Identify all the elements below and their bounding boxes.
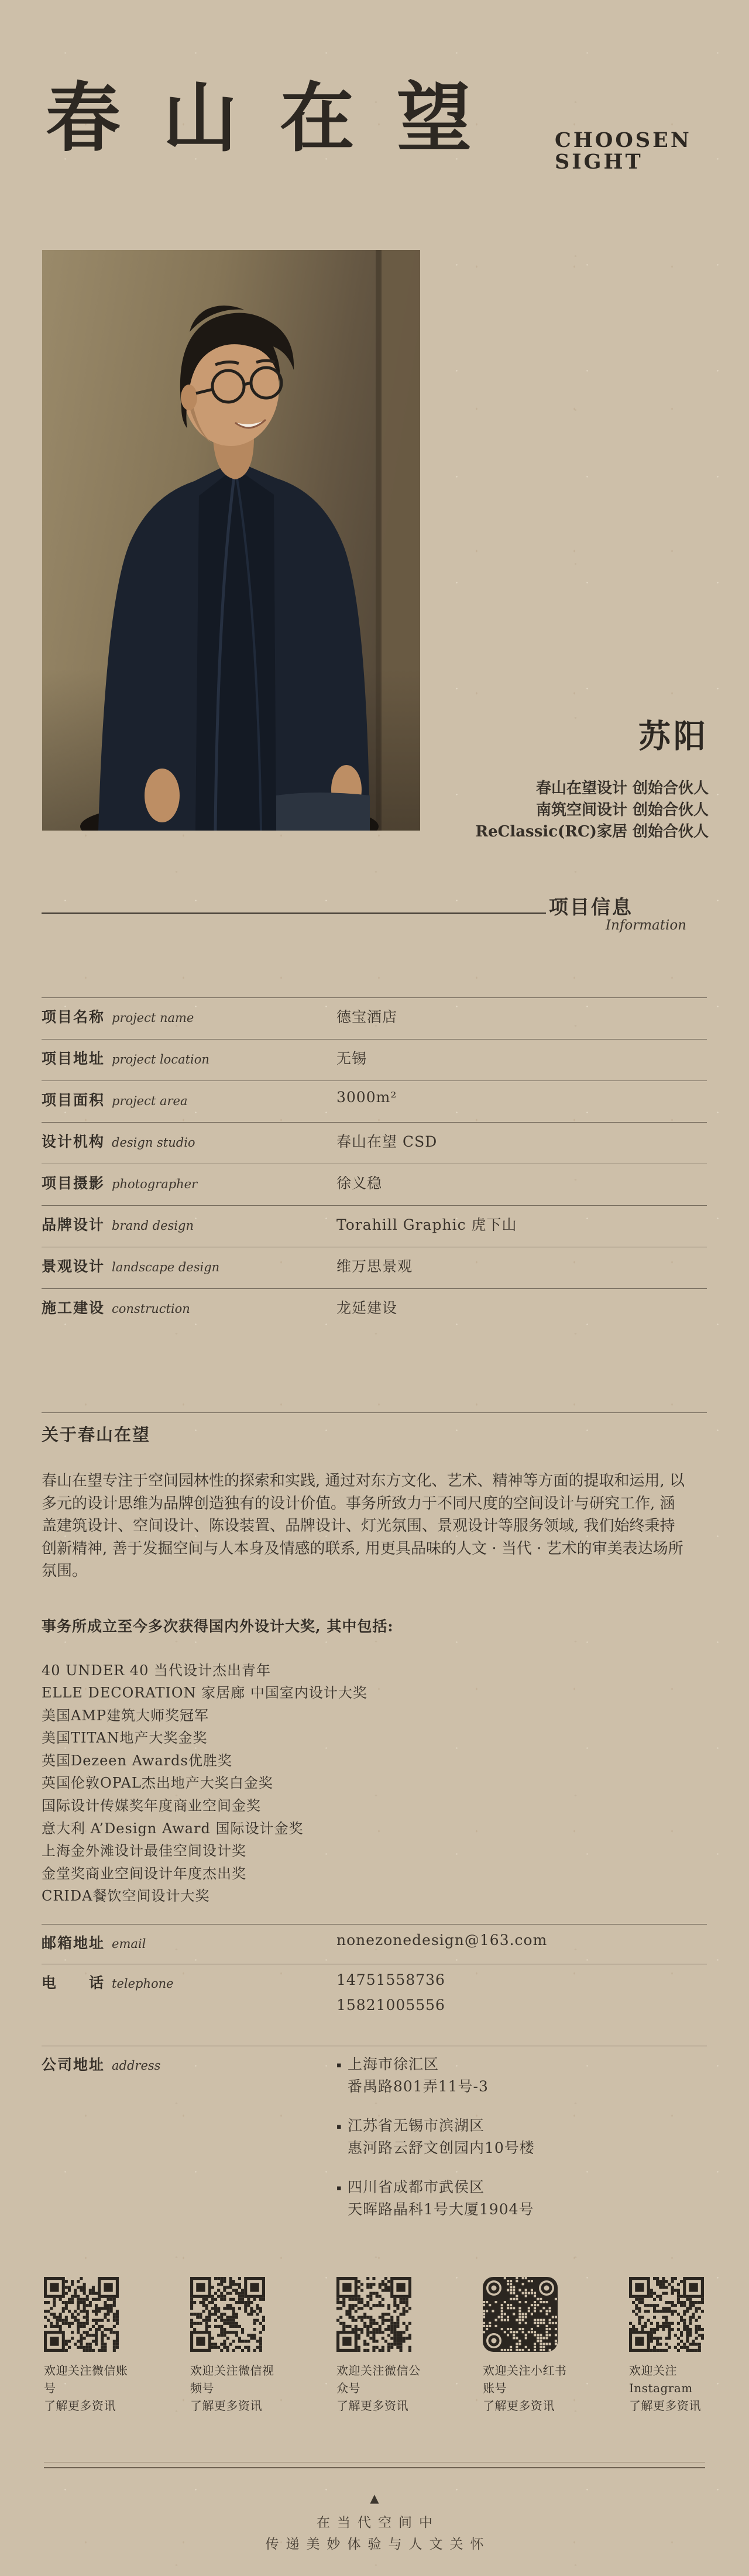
row-value: 维万思景观 [336,1258,413,1275]
square-bullet-icon: ▪ [336,2184,342,2193]
about-heading: 关于春山在望 [42,1425,151,1445]
project-info-subtitle: Information [605,918,686,933]
row-label [42,1296,336,1318]
row-label-en: project name [112,1011,194,1025]
wechat-account-qr-code [44,2277,119,2352]
footer-rule-thick [44,2467,705,2468]
square-bullet-icon: ▪ [336,2061,342,2070]
award-item: 英国伦敦OPAL杰出地产大奖白金奖 [42,1775,273,1792]
project-info-title: 项目信息 [549,896,633,918]
row-label [42,1172,336,1193]
qr-caption [336,2362,424,2414]
address-line1-wrap [336,2053,535,2076]
row-label-zh: 邮箱地址 [42,1934,105,1951]
contact-row-address [42,2046,707,2238]
telephone-number: 14751558736 [336,1971,445,1988]
footer-slogan-line1: 在当代空间中 [317,2515,439,2530]
row-label-en: address [112,2059,161,2073]
row-label [42,1971,336,1992]
instagram-qr-code [629,2277,704,2352]
qr-caption [483,2362,571,2414]
row-value: 龙延建设 [336,1299,398,1316]
qr-code-row [44,2277,717,2414]
row-label-en: telephone [112,1977,174,1991]
qr-caption [44,2362,132,2414]
designer-title: 南筑空间设计 创始合伙人 [535,801,709,819]
table-row [42,1288,707,1341]
row-label-en: design studio [112,1136,195,1150]
row-value: 徐义稳 [336,1175,383,1192]
award-item: CRIDA餐饮空间设计大奖 [42,1888,210,1905]
row-label [42,1047,336,1068]
portrait-illustration [42,250,420,831]
qr-caption-line1: 欢迎关注微信视频号 [190,2364,274,2395]
telephone-number: 15821005556 [336,1997,445,2014]
row-label [42,1932,336,1953]
row-label-zh: 项目名称 [42,1009,105,1025]
address-list [336,2053,535,2221]
footer-slogan-line2: 传递美妙体验与人文关怀 [265,2537,491,2552]
row-label [42,1213,336,1234]
award-item: 英国Dezeen Awards优胜奖 [42,1752,232,1769]
qr-caption-line2: 了解更多资讯 [44,2399,116,2413]
address-line2: 天晖路晶科1号大厦1904号 [348,2201,534,2218]
row-value: 无锡 [336,1050,367,1067]
table-row [42,1247,707,1288]
up-triangle-icon: ▲ [370,2491,379,2505]
logo-english [555,129,692,173]
portrait-photo [42,250,420,831]
designer-titles [475,778,709,843]
row-label [42,1255,336,1276]
qr-caption-line1: 欢迎关注Instagram [629,2364,693,2395]
row-value: 春山在望 CSD [336,1133,438,1150]
wechat-video-qr-code [190,2277,265,2352]
table-row [42,1039,707,1081]
awards-list [42,1659,707,1908]
award-item: 美国TITAN地产大奖金奖 [42,1730,208,1747]
address-entry [336,2053,535,2098]
logo-english-line2: SIGHT [555,150,643,174]
wechat-official-qr-code [336,2277,411,2352]
row-label-zh: 电 话 [42,1974,105,1991]
awards-intro: 事务所成立至今多次获得国内外设计大奖, 其中包括: [42,1617,394,1635]
row-label [42,2053,336,2074]
qr-item-xiaohongshu [483,2277,571,2414]
qr-caption-line1: 欢迎关注小红书账号 [483,2364,567,2395]
address-line1: 江苏省无锡市滨湖区 [348,2117,485,2134]
telephone-values [336,1971,445,2022]
contact-section [42,1924,707,2238]
contact-row-telephone [42,1964,707,2046]
row-value: Torahill Graphic 虎下山 [336,1216,517,1233]
award-item: 上海金外滩设计最佳空间设计奖 [42,1843,246,1860]
row-label-zh: 项目面积 [42,1092,105,1109]
award-item: 意大利 A’Design Award 国际设计金奖 [42,1820,304,1837]
logo-chinese: 春山在望 [46,74,514,162]
address-line1-wrap [336,2115,535,2137]
row-label-en: landscape design [112,1260,220,1274]
email-value: nonezonedesign@163.com [336,1932,548,1949]
row-label-zh: 公司地址 [42,2056,105,2073]
table-row [42,1205,707,1247]
row-label-en: project area [112,1094,188,1108]
project-info-table [42,997,707,1341]
address-entry [336,2115,535,2159]
address-line1: 四川省成都市武侯区 [348,2179,485,2196]
qr-caption [190,2362,278,2414]
row-label [42,1130,336,1151]
designer-name: 苏阳 [638,717,709,755]
row-label-zh: 设计机构 [42,1133,105,1150]
designer-title: ReClassic(RC)家居 创始合伙人 [475,823,709,841]
row-label-zh: 景观设计 [42,1258,105,1275]
address-line2: 惠河路云舒文创园内10号楼 [348,2139,535,2156]
row-value: 3000m² [336,1089,397,1106]
row-label [42,1089,336,1110]
xiaohongshu-qr-code [483,2277,558,2352]
address-line1-wrap [336,2176,535,2198]
award-item: ELLE DECORATION 家居廊 中国室内设计大奖 [42,1685,367,1702]
qr-caption-line2: 了解更多资讯 [190,2399,262,2413]
contact-row-email [42,1924,707,1964]
qr-item-wechat-official [336,2277,424,2414]
qr-caption-line1: 欢迎关注微信公众号 [336,2364,421,2395]
award-item: 美国AMP建筑大师奖冠军 [42,1707,209,1724]
row-label-en: brand design [112,1219,194,1233]
award-item: 40 UNDER 40 当代设计杰出青年 [42,1662,272,1679]
qr-caption-line2: 了解更多资讯 [483,2399,555,2413]
address-values [336,2053,535,2238]
row-label-en: photographer [112,1177,198,1191]
qr-caption-line2: 了解更多资讯 [336,2399,408,2413]
section-rule [42,913,546,914]
row-label-zh: 项目摄影 [42,1175,105,1192]
square-bullet-icon: ▪ [336,2122,342,2131]
row-value: 德宝酒店 [336,1009,398,1025]
table-row [42,1081,707,1122]
row-label-en: email [112,1937,146,1951]
qr-caption-line2: 了解更多资讯 [629,2399,701,2413]
row-label-zh: 施工建设 [42,1299,105,1316]
award-item: 国际设计传媒奖年度商业空间金奖 [42,1798,261,1814]
about-section [42,1412,707,1908]
address-line1: 上海市徐汇区 [348,2056,439,2073]
designer-title: 春山在望设计 创始合伙人 [535,780,709,797]
address-entry [336,2176,535,2221]
qr-item-instagram [629,2277,717,2414]
row-label-zh: 项目地址 [42,1050,105,1067]
row-label-en: project location [112,1052,209,1066]
logo-english-line1: CHOOSEN [555,128,692,152]
about-paragraph: 春山在望专注于空间园林性的探索和实践, 通过对东方文化、艺术、精神等方面的提取和运用, 以多元的设计思维为品牌创造独有的设计价值。事务所致力于不同尺度的空间设计与研究工作, 涵盖建筑设计、空间设计、陈设装置、品牌设计、灯光氛围、景观设计等服务领域, 我们始终秉持创新精神, 善于发掘空间与人本身及情感的联系, 用更具品味的人文 · 当代 · 艺术的审美表达场所氛围。 [42,1472,685,1580]
table-row [42,997,707,1039]
table-row [42,1122,707,1164]
address-line2: 番禺路801弄11号-3 [348,2078,489,2095]
designer-profile [475,711,709,843]
row-label-en: construction [112,1302,190,1316]
award-item: 金堂奖商业空间设计年度杰出奖 [42,1865,246,1882]
table-row [42,1164,707,1205]
row-label-zh: 品牌设计 [42,1216,105,1233]
qr-item-wechat-video [190,2277,278,2414]
qr-caption-line1: 欢迎关注微信账号 [44,2364,128,2395]
qr-item-wechat-account [44,2277,132,2414]
qr-caption [629,2362,717,2414]
row-label [42,1006,336,1027]
